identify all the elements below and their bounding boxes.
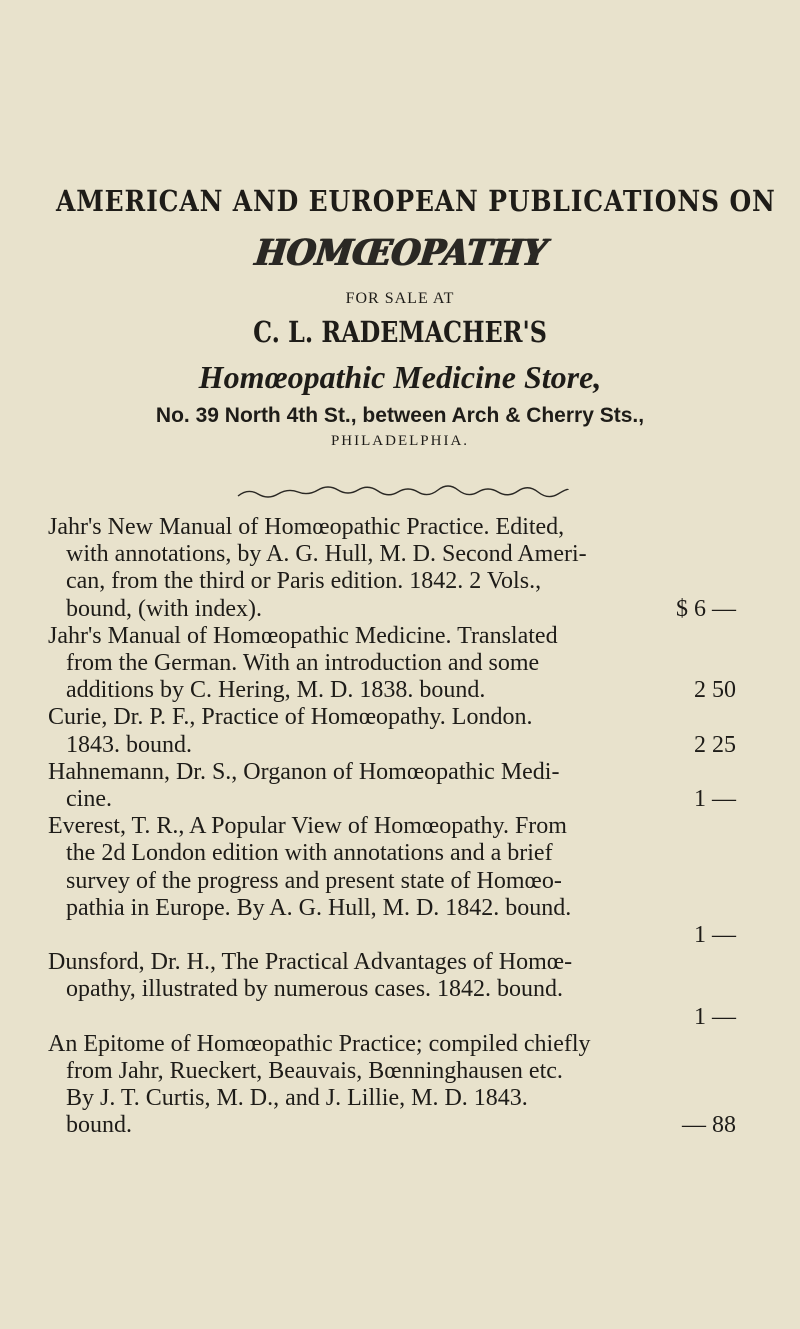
entry-text: from Jahr, Rueckert, Beauvais, Bœnninghausen etc. [66,1058,563,1085]
entry-price-line [48,732,748,759]
entry-text-line [48,813,748,840]
entry-text: 1843. bound. [66,731,192,758]
entry-text: By J. T. Curtis, M. D., and J. Lillie, M. D. 1843. [66,1085,528,1112]
entry-text-line [48,1058,748,1085]
entry-text: the 2d London edition with annotations and a brief [66,840,553,867]
entry-text: additions by C. Hering, M. D. 1838. bound. [66,677,486,704]
entry-price: 1 — [694,786,736,813]
heading-publications: AMERICAN AND EUROPEAN PUBLICATIONS ON [56,184,776,218]
entry-text-line [48,568,748,595]
catalog-entry [48,759,748,813]
store-address: No. 39 North 4th St., between Arch & Cherry Sts., [155,404,645,427]
entry-text-line [48,895,748,922]
entry-text: Everest, T. R., A Popular View of Homœopathy. From [48,813,567,840]
entry-text: opathy, illustrated by numerous cases. 1842. bound. [66,976,564,1003]
wavy-divider [236,484,570,500]
entry-text-line [48,840,748,867]
entry-text-line [48,704,748,731]
entry-text: Jahr's New Manual of Homœopathic Practice. Edited, [48,514,565,540]
entry-text: survey of the progress and present state of Homœo- [66,867,562,894]
entry-text-line [48,514,748,541]
entry-text-line [48,1085,748,1112]
entry-price: $ 6 — [676,595,736,622]
entry-price-line [48,786,748,813]
entry-text-line [48,623,748,650]
entry-text-line [48,949,748,976]
entry-text: An Epitome of Homœopathic Practice; compiled chiefly [48,1030,591,1057]
entry-text: cine. [66,786,112,813]
heading-homoeopathy: HOMŒOPATHY [248,232,552,274]
proprietor-name: C. L. RADEMACHER'S [253,315,547,349]
entry-text-line [48,650,748,677]
catalog-entries [48,514,748,1140]
entry-price-line [48,596,748,623]
entry-text-line [48,1031,748,1058]
entry-price: — 88 [682,1112,736,1139]
catalog-entry [48,949,748,1031]
entry-price-line [48,677,748,704]
catalog-entry [48,1031,748,1140]
entry-price-line [48,922,748,949]
entry-text: can, from the third or Paris edition. 1842. 2 Vols., [66,568,542,595]
catalog-entry [48,813,748,949]
entry-text: bound, (with index). [66,595,262,622]
entry-price: 2 25 [694,731,736,758]
entry-text: with annotations, by A. G. Hull, M. D. Second Ameri- [66,541,587,568]
entry-price-line [48,1004,748,1031]
entry-price: 2 50 [694,677,736,704]
catalog-entry [48,514,748,623]
catalog-entry [48,623,748,705]
entry-text-line [48,868,748,895]
entry-text: Dunsford, Dr. H., The Practical Advantages of Homœ- [48,949,573,976]
entry-text: Jahr's Manual of Homœopathic Medicine. Translated [48,622,558,649]
entry-text: bound. [66,1112,132,1139]
entry-price-line [48,1112,748,1139]
entry-text-line [48,759,748,786]
store-name: Homœopathic Medicine Store, [198,359,602,395]
entry-text: Curie, Dr. P. F., Practice of Homœopathy. London. [48,704,533,731]
entry-text-line [48,541,748,568]
entry-text: Hahnemann, Dr. S., Organon of Homœopathic Medi- [48,758,560,785]
entry-price: 1 — [694,1003,736,1030]
entry-price: 1 — [694,922,736,949]
catalog-entry [48,704,748,758]
entry-text: pathia in Europe. By A. G. Hull, M. D. 1842. bound. [66,894,572,921]
entry-text-line [48,976,748,1003]
for-sale-label: FOR SALE AT [345,290,455,307]
entry-text: from the German. With an introduction and some [66,650,540,677]
city-name: PHILADELPHIA. [330,433,470,449]
